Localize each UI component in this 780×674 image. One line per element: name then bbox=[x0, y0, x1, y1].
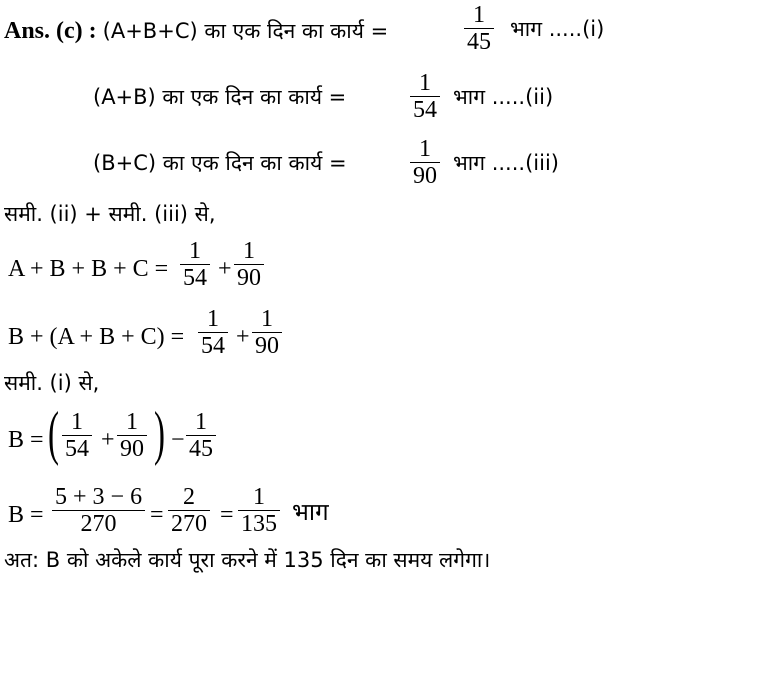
eq3-fraction-1 bbox=[62, 409, 92, 462]
numerator: 1 bbox=[126, 409, 138, 435]
right-paren: ) bbox=[154, 400, 165, 466]
eq4-fraction-1 bbox=[52, 484, 145, 537]
numerator: 2 bbox=[183, 484, 195, 510]
eq1-fraction-1 bbox=[180, 238, 210, 291]
numerator: 1 bbox=[253, 484, 265, 510]
eq4-fraction-3 bbox=[238, 484, 280, 537]
denominator: 45 bbox=[467, 29, 491, 55]
numerator: 1 bbox=[419, 136, 431, 162]
eq3-fraction-2 bbox=[117, 409, 147, 462]
numerator: 1 bbox=[189, 238, 201, 264]
numerator: 1 bbox=[261, 306, 273, 332]
denominator: 270 bbox=[80, 511, 117, 537]
answer-line-1 bbox=[4, 19, 388, 43]
denominator: 135 bbox=[241, 511, 277, 537]
eq3-lhs: B = bbox=[8, 427, 44, 453]
denominator: 90 bbox=[255, 333, 279, 359]
numerator: 1 bbox=[473, 2, 485, 28]
fraction-1-54 bbox=[410, 70, 440, 123]
eq4-lhs: B = bbox=[8, 502, 44, 528]
numerator: 1 bbox=[419, 70, 431, 96]
denominator: 90 bbox=[237, 265, 261, 291]
eq4-fraction-2 bbox=[168, 484, 210, 537]
eq1-fraction-2 bbox=[234, 238, 264, 291]
numerator: 1 bbox=[71, 409, 83, 435]
denominator: 270 bbox=[171, 511, 207, 537]
eq3-fraction-3 bbox=[186, 409, 216, 462]
line3-lhs: (B+C) का एक दिन का कार्य = bbox=[93, 151, 347, 175]
denominator: 90 bbox=[120, 436, 144, 462]
eq1-lhs: A + B + B + C = bbox=[8, 256, 169, 282]
denominator: 54 bbox=[65, 436, 89, 462]
step2-text: समी. (i) से, bbox=[4, 371, 100, 395]
fraction-1-45 bbox=[464, 2, 494, 55]
line3-rhs: भाग .....(iii) bbox=[453, 151, 559, 175]
unit-label: भाग bbox=[292, 498, 329, 526]
left-paren: ( bbox=[48, 400, 59, 466]
line2-lhs: (A+B) का एक दिन का कार्य = bbox=[93, 85, 347, 109]
equals-sign: = bbox=[150, 502, 164, 528]
denominator: 90 bbox=[413, 163, 437, 189]
line1-lhs: (A+B+C) का एक दिन का कार्य = bbox=[102, 19, 389, 43]
line1-rhs: भाग .....(i) bbox=[510, 17, 605, 41]
numerator: 1 bbox=[195, 409, 207, 435]
conclusion-text: अत: B को अकेले कार्य पूरा करने में 135 दिन का समय लगेगा। bbox=[4, 548, 491, 572]
line2-rhs: भाग .....(ii) bbox=[453, 85, 554, 109]
fraction-1-90 bbox=[410, 136, 440, 189]
denominator: 54 bbox=[201, 333, 225, 359]
eq2-lhs: B + (A + B + C) = bbox=[8, 324, 185, 350]
eq2-fraction-2 bbox=[252, 306, 282, 359]
answer-label: Ans. (c) : bbox=[4, 18, 97, 44]
step1-text: समी. (ii) + समी. (iii) से, bbox=[4, 202, 216, 226]
denominator: 54 bbox=[413, 97, 437, 123]
numerator: 1 bbox=[243, 238, 255, 264]
equals-sign: = bbox=[220, 502, 234, 528]
plus-sign: + bbox=[218, 256, 232, 282]
eq2-fraction-1 bbox=[198, 306, 228, 359]
plus-sign: + bbox=[101, 427, 115, 453]
plus-sign: + bbox=[236, 324, 250, 350]
numerator: 1 bbox=[207, 306, 219, 332]
denominator: 54 bbox=[183, 265, 207, 291]
minus-sign: − bbox=[171, 427, 185, 453]
denominator: 45 bbox=[189, 436, 213, 462]
numerator: 5 + 3 − 6 bbox=[55, 484, 143, 510]
